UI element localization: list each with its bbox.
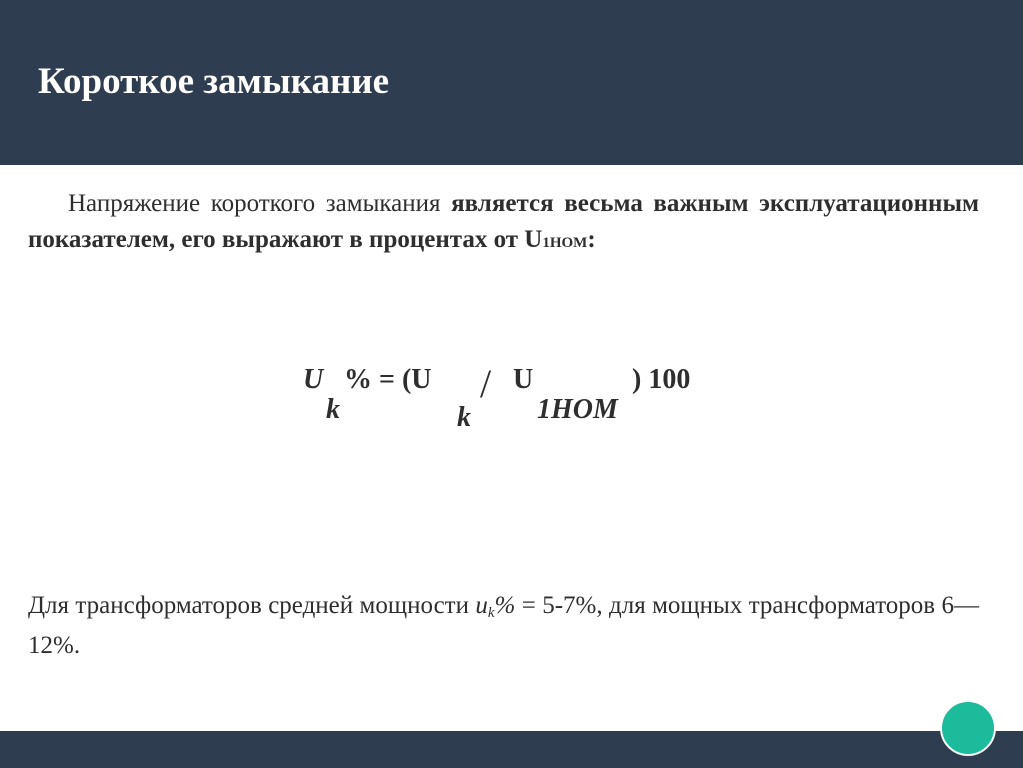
nav-circle-button[interactable] [940, 700, 996, 756]
uk-percent: % [494, 592, 516, 619]
uk-variable: u [475, 592, 488, 619]
intro-colon: : [587, 226, 596, 253]
transformer-text-before: Для трансформаторов средней мощности [28, 592, 476, 619]
formula-slash: / [480, 361, 492, 406]
formula-k-subscript-1: k [326, 394, 340, 425]
transformer-paragraph [28, 586, 979, 666]
intro-paragraph [28, 186, 979, 261]
formula-percent-eq: % = (U [344, 364, 432, 395]
uk-subscript: k [487, 605, 495, 621]
formula-times-100: ) 100 [632, 364, 691, 395]
intro-normal-text: Напряжение короткого замыкания [68, 190, 452, 217]
formula-nom-subscript: 1НОМ [537, 394, 618, 425]
formula-u-nom: U [513, 364, 534, 395]
transformer-text-after: = 5-7%, для мощных трансформаторов 6—12%. [28, 592, 979, 659]
formula-u: U [303, 364, 324, 395]
formula-k-subscript-2: k [457, 402, 471, 433]
intro-bold-text: является весьма важным эксплуатационным показателем, его выражают в процентах от U [28, 190, 979, 253]
short-circuit-formula [300, 360, 720, 440]
slide-title: Короткое замыкание [38, 61, 390, 102]
u-nominal-subscript: 1НОМ [542, 235, 588, 251]
slide-footer [0, 731, 1023, 768]
slide-header [0, 0, 1023, 165]
